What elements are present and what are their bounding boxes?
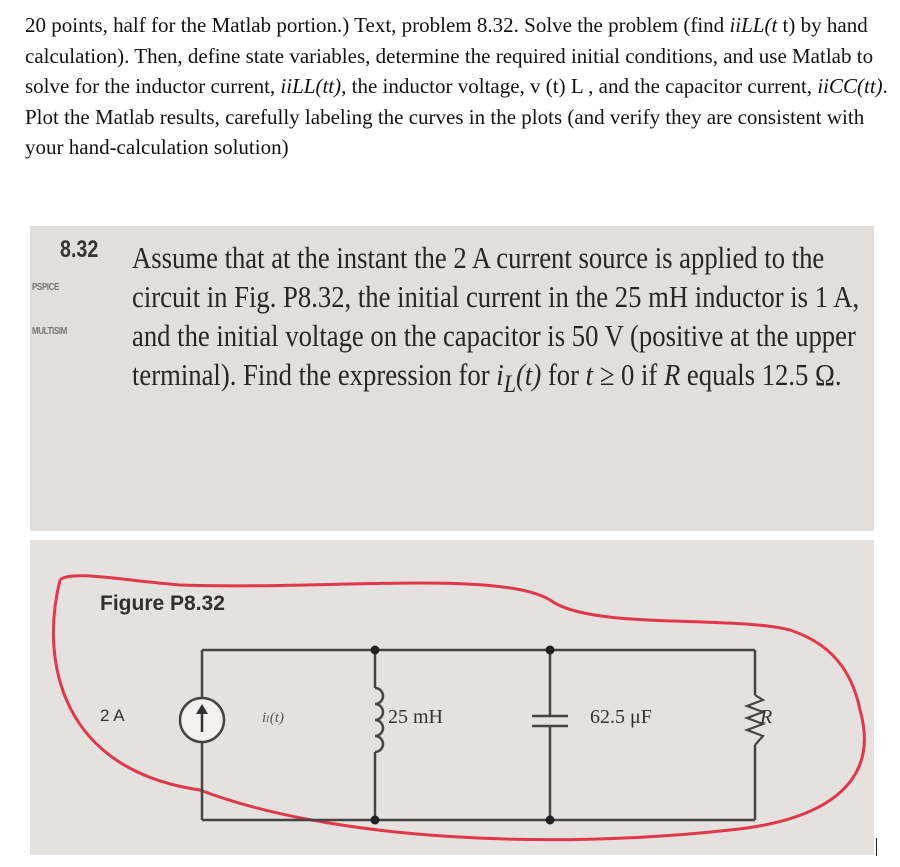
circuit-diagram bbox=[30, 540, 874, 855]
inductor-current-math: iiLL(t bbox=[729, 13, 778, 37]
capacitor-current-math: iiCC(tt) bbox=[817, 74, 883, 98]
inductor-label: 25 mH bbox=[388, 706, 443, 728]
question-prompt bbox=[25, 10, 890, 163]
il-arg: (t) bbox=[516, 357, 542, 392]
prompt-paragraph bbox=[25, 10, 890, 163]
prompt-text-4: . Plot the Matlab results, carefully labeling the curves in the plots (and verify they are consistent with your hand-calculation solution) bbox=[25, 74, 888, 159]
problem-text-a: Assume that at the instant the 2 A current source is applied to the circuit in Fig. P8.32, the initial current in the 25 mH inductor is 1 A, and the initial voltage on the capacitor is 50 V (positive at the upper terminal). Find the expression for bbox=[132, 240, 860, 392]
problem-text-b: for bbox=[541, 357, 586, 392]
text-cursor bbox=[876, 838, 877, 856]
annotation-loop bbox=[53, 576, 864, 840]
inductor-coil bbox=[375, 688, 383, 752]
prompt-text-2: t) by hand calculation). Then, define state variables, determine the required initial conditions, and use Matlab to solve for the inductor current, bbox=[25, 13, 874, 98]
pspice-tag: PSPICE bbox=[32, 282, 59, 293]
multisim-tag: MULTISIM bbox=[32, 326, 67, 337]
capacitor-label: 62.5 μF bbox=[590, 706, 652, 728]
resistor-label: R bbox=[760, 706, 773, 728]
figure-photo bbox=[30, 540, 874, 855]
inductor-current-label: iₗ(t) bbox=[262, 710, 284, 726]
problem-text-d: equals 12.5 Ω. bbox=[680, 357, 842, 392]
il-symbol: i bbox=[496, 357, 504, 392]
r-symbol: R bbox=[663, 357, 681, 392]
prompt-text-3: , the inductor voltage, v (t) L , and the capacitor current, bbox=[341, 74, 818, 98]
figure-title: Figure P8.32 bbox=[100, 592, 225, 615]
capacitor-plates bbox=[532, 716, 568, 726]
problem-photo bbox=[30, 226, 874, 531]
problem-statement bbox=[132, 238, 874, 403]
t-symbol: t bbox=[585, 357, 594, 392]
il-subscript: L bbox=[503, 369, 517, 399]
circuit-nodes bbox=[371, 646, 555, 825]
prompt-text-1: 20 points, half for the Matlab portion.) Text, problem 8.32. Solve the problem (find bbox=[25, 13, 730, 37]
circuit-wires bbox=[202, 650, 755, 820]
inductor-current-math-2: iiLL(tt) bbox=[280, 74, 342, 98]
problem-text-c: ≥ 0 if bbox=[593, 357, 664, 392]
problem-number: 8.32 bbox=[60, 236, 99, 263]
source-label: 2 A bbox=[100, 706, 125, 725]
